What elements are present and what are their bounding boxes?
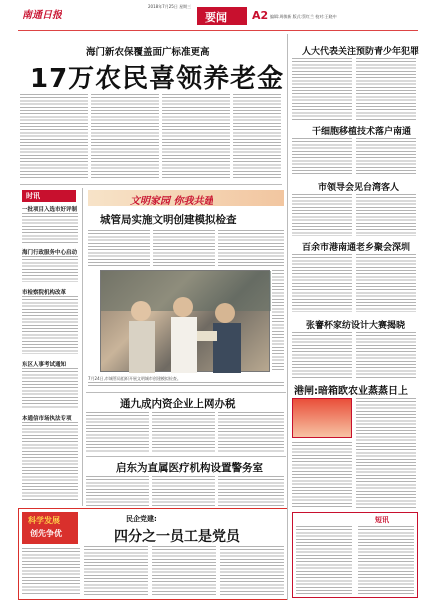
sidebar-item-body xyxy=(22,368,78,408)
right-article-body xyxy=(356,254,416,312)
right-article-body xyxy=(292,442,352,508)
lead-body-col-4 xyxy=(233,94,281,180)
sidebar-item-title: 市检察院机构改革 xyxy=(22,290,67,296)
sidebar-item-body xyxy=(22,213,78,243)
right-article-body xyxy=(292,254,352,312)
right-article-body xyxy=(356,332,416,378)
right-article-body xyxy=(292,138,352,174)
feature-bottom-rule xyxy=(86,392,286,393)
mid-article-body xyxy=(218,412,284,452)
right-column-divider xyxy=(287,34,288,600)
mid-article-headline: 启东为直属医疗机构设置警务室 xyxy=(116,462,263,474)
mid-article-body xyxy=(86,476,149,506)
right-article-headline: 百余市港南通老乡聚会深圳 xyxy=(302,243,411,253)
feature-body-col-1 xyxy=(88,230,150,266)
sidebar-item-title: 东区人事考试通知 xyxy=(22,362,67,368)
right-article-headline: 干细胞移植技术落户南通 xyxy=(312,127,412,137)
bottom-body-col-4 xyxy=(220,546,284,596)
sidebar-divider xyxy=(82,188,83,506)
lead-headline: 17万农民喜领养老金 xyxy=(30,64,285,94)
mid-article-body xyxy=(152,476,215,506)
right-article-headline: 张謇杯家纺设计大赛揭晓 xyxy=(306,321,406,331)
mid-article-headline: 通九成内资企业上网办税 xyxy=(120,398,236,410)
masthead-logo: 南通日报 xyxy=(22,10,62,21)
masthead-date: 2018年7月25日 星期三 xyxy=(148,4,192,9)
lead-body-col-2 xyxy=(91,94,159,180)
right-article-body xyxy=(292,194,352,236)
right-article-headline: 人大代表关注预防青少年犯罪 xyxy=(302,47,420,57)
lead-bottom-rule xyxy=(20,184,282,185)
masthead-editor-line: 编辑:周敏新 版式:蔡红兰 校对:王晓中 xyxy=(270,14,337,19)
feature-banner-text: 文明家园 你我共建 xyxy=(130,196,214,207)
lead-body-col-3 xyxy=(162,94,230,180)
feature-headline: 城管局实施文明创建模拟检查 xyxy=(100,214,237,226)
masthead-rule xyxy=(18,30,418,31)
lead-body-col-1 xyxy=(20,94,88,180)
sidebar-item-body xyxy=(22,256,78,282)
bottom-body-col-1 xyxy=(22,548,80,596)
right-article-body xyxy=(356,58,416,120)
sidebar-item-body xyxy=(22,422,78,502)
right-article-body xyxy=(356,398,416,508)
bottom-ribbon-line-1: 科学发展 xyxy=(28,516,60,525)
bottom-body-col-3 xyxy=(152,546,216,596)
bottom-kicker: 民企党建: xyxy=(126,515,157,523)
masthead xyxy=(0,0,435,30)
masthead-page-number: A2 xyxy=(252,9,269,22)
feature-body-side xyxy=(272,270,284,372)
bottom-ribbon-line-2: 创先争优 xyxy=(30,529,62,538)
mid-divider xyxy=(86,456,286,457)
feature-body-col-2 xyxy=(153,230,215,266)
feature-photo-scene xyxy=(101,271,271,373)
right-short-news-label: 短讯 xyxy=(375,516,389,524)
bottom-headline: 四分之一员工是党员 xyxy=(114,529,240,545)
feature-caption-lines xyxy=(88,382,284,388)
right-inset-graphic xyxy=(292,398,352,438)
bottom-body-col-2 xyxy=(84,546,148,596)
mid-article-body xyxy=(218,476,284,506)
sidebar-item-title: 海门行政服务中心启动 xyxy=(22,250,78,256)
right-article-body xyxy=(292,332,352,378)
masthead-section: 要闻 xyxy=(205,11,227,24)
sidebar-bar: 时讯 xyxy=(22,190,76,202)
lead-kicker: 海门新农保覆盖面广标准更高 xyxy=(86,47,210,58)
sidebar-item-title: 一批项目入选市好评制 xyxy=(22,207,78,213)
feature-photo-caption: 7月24日,市城管局组织开展文明城市创建模拟检查。 xyxy=(88,376,181,381)
feature-photo xyxy=(100,270,270,372)
right-article-body xyxy=(292,58,352,120)
right-short-news-body xyxy=(296,526,352,594)
right-article-body xyxy=(356,194,416,236)
sidebar-item-body xyxy=(22,296,78,354)
mid-article-body xyxy=(86,412,149,452)
mid-article-body xyxy=(152,412,215,452)
sidebar-item-title: 本通信市场执法专项 xyxy=(22,416,72,422)
feature-body-col-3 xyxy=(218,230,284,266)
right-short-news-body xyxy=(358,526,414,594)
right-article-body xyxy=(356,138,416,174)
right-article-headline: 港闸:暗箱欧农业蒸蒸日上 xyxy=(294,386,408,397)
right-article-headline: 市领导会见台湾客人 xyxy=(318,183,400,193)
